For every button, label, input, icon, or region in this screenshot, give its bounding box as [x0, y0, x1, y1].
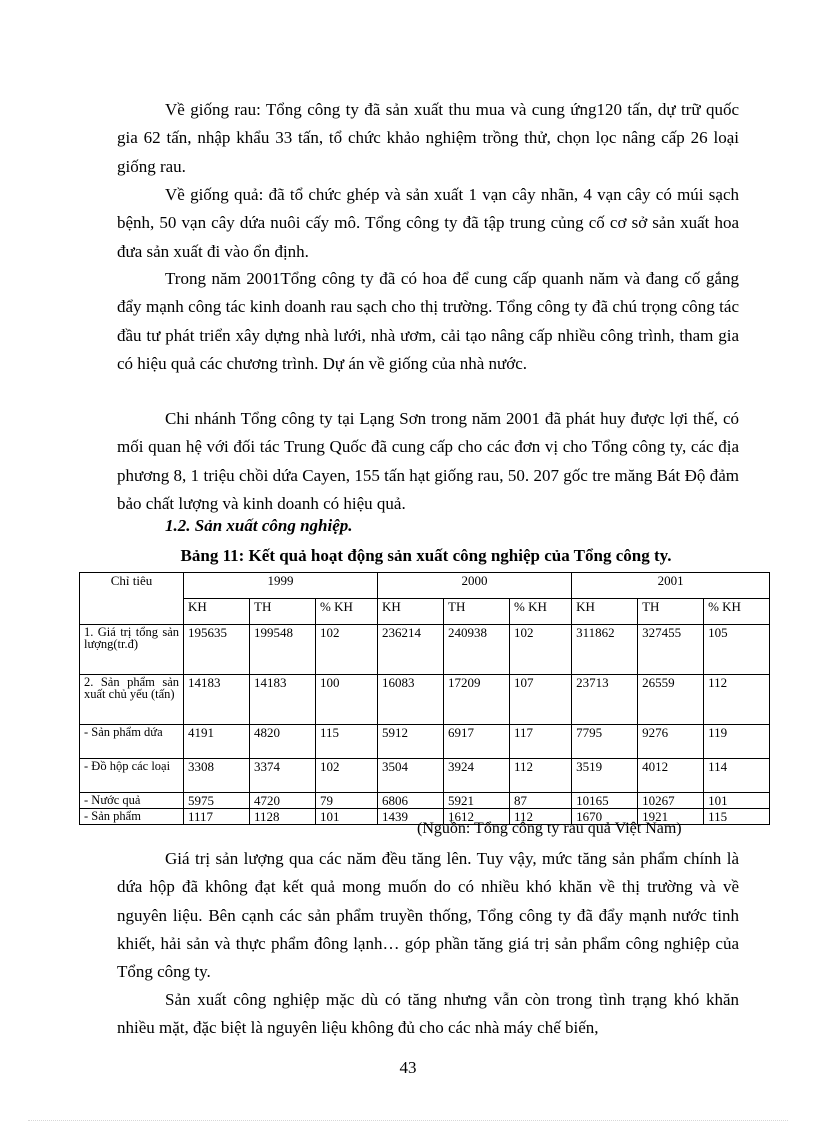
paragraph-output-value: Giá trị sản lượng qua các năm đều tăng lên. Tuy vậy, mức tăng sản phẩm chính là dứa hộp đã không đạt kết quả mong muốn do có nhiều khó khăn về thị trường và về nguyên liệu. Bên cạnh các sản phẩm truyền thống, Tổng công ty đã đẩy mạnh nước tinh khiết, hải sản và thực phẩm đông lạnh… góp phần tăng giá trị sản phẩm công nghiệp của Tổng công ty. [117, 849, 739, 982]
paragraph-seed-fruits: Về giống quả: đã tổ chức ghép và sản xuất 1 vạn cây nhãn, 4 vạn cây có múi sạch bệnh, 50 vạn cây dứa nuôi cấy mô. Tổng công ty đã tập trung củng cố cơ sở sản xuất hoa đưa sản xuất đi vào ổn định. [117, 185, 739, 261]
sub-header-kh: KH [184, 599, 250, 625]
table-title: Bảng 11: Kết quả hoạt động sản xuất công nghiệp của Tổng công ty. [180, 546, 672, 565]
cell: 87 [510, 793, 572, 809]
cell: 14183 [184, 675, 250, 725]
cell: 240938 [444, 625, 510, 675]
paragraph-seed-vegetables: Về giống rau: Tổng công ty đã sản xuất thu mua và cung ứng120 tấn, dự trữ quốc gia 62 tấn, nhập khẩu 33 tấn, tổ chức khảo nghiệm trồng thử, chọn lọc nâng cấp 26 loại giống rau. [117, 100, 739, 176]
year-header: 1999 [184, 573, 378, 599]
sub-header-th: TH [444, 599, 510, 625]
year-header: 2000 [378, 573, 572, 599]
cell: 102 [510, 625, 572, 675]
cell: 10165 [572, 793, 638, 809]
cell: 101 [704, 793, 770, 809]
cell: 17209 [444, 675, 510, 725]
sub-header-th: TH [638, 599, 704, 625]
cell: 5921 [444, 793, 510, 809]
cell: 311862 [572, 625, 638, 675]
cell: 4820 [250, 725, 316, 759]
cell: 100 [316, 675, 378, 725]
cell: 117 [510, 725, 572, 759]
cell: 3504 [378, 759, 444, 793]
cell: 1128 [250, 809, 316, 825]
cell: 1117 [184, 809, 250, 825]
cell: 1921 [638, 809, 704, 825]
paragraph-flowers-2001: Trong năm 2001Tổng công ty đã có hoa để cung cấp quanh năm và đang cố gắng đẩy mạnh công tác kinh doanh rau sạch cho thị trường. Tổng công ty đã chú trọng công tác đầu tư phát triển xây dựng nhà lưới, nhà ươm, cải tạo nâng cấp nhiều công trình, tham gia có hiệu quả các chương trình. Dự án về giống của nhà nước. [117, 269, 739, 373]
cell: 102 [316, 759, 378, 793]
cell: 3924 [444, 759, 510, 793]
row-label: 1. Giá trị tổng sản lượng(tr.đ) [80, 625, 184, 675]
cell: 195635 [184, 625, 250, 675]
table-row [80, 793, 770, 809]
cell: 16083 [378, 675, 444, 725]
table-source-note: (Nguồn: Tổng công ty rau quả Việt Nam) [417, 820, 682, 837]
cell: 236214 [378, 625, 444, 675]
cell: 1612 [444, 809, 510, 825]
year-header: 2001 [572, 573, 770, 599]
cell: 107 [510, 675, 572, 725]
sub-header-pct: % KH [316, 599, 378, 625]
cell: 3519 [572, 759, 638, 793]
table-row [80, 675, 770, 725]
cell: 6917 [444, 725, 510, 759]
sub-header-kh: KH [378, 599, 444, 625]
paragraph-industrial-difficulties: Sản xuất công nghiệp mặc dù có tăng nhưng vẫn còn trong tình trạng khó khăn nhiều mặt, đặc biệt là nguyên liệu không đủ cho các nhà máy chế biến, [117, 990, 739, 1038]
cell: 14183 [250, 675, 316, 725]
cell: 114 [704, 759, 770, 793]
cell: 79 [316, 793, 378, 809]
row-label: 2. Sản phẩm sản xuất chủ yếu (tấn) [80, 675, 184, 725]
row-label: - Nước quả [80, 793, 184, 809]
cell: 3308 [184, 759, 250, 793]
page-number: 43 [399, 1058, 417, 1077]
cell: 327455 [638, 625, 704, 675]
cell: 112 [704, 675, 770, 725]
cell: 4191 [184, 725, 250, 759]
sub-header-pct: % KH [704, 599, 770, 625]
cell: 4720 [250, 793, 316, 809]
sub-header-th: TH [250, 599, 316, 625]
cell: 23713 [572, 675, 638, 725]
table-row [80, 759, 770, 793]
sub-header-kh: KH [572, 599, 638, 625]
cell: 1439 [378, 809, 444, 825]
cell: 10267 [638, 793, 704, 809]
cell: 5912 [378, 725, 444, 759]
cell: 112 [510, 759, 572, 793]
row-label: - Đồ hộp các loại [80, 759, 184, 793]
table-row [80, 625, 770, 675]
page-bottom-border [28, 1120, 788, 1121]
cell: 7795 [572, 725, 638, 759]
industrial-results-table [79, 572, 770, 825]
cell: 112 [510, 809, 572, 825]
cell: 5975 [184, 793, 250, 809]
cell: 6806 [378, 793, 444, 809]
cell: 102 [316, 625, 378, 675]
cell: 119 [704, 725, 770, 759]
corner-header: Chỉ tiêu [80, 573, 184, 625]
section-heading: 1.2. Sản xuất công nghiệp. [165, 516, 353, 535]
cell: 115 [316, 725, 378, 759]
row-label: - Sản phẩm [80, 809, 184, 825]
cell: 101 [316, 809, 378, 825]
cell: 3374 [250, 759, 316, 793]
row-label: - Sản phẩm dứa [80, 725, 184, 759]
cell: 26559 [638, 675, 704, 725]
cell: 1670 [572, 809, 638, 825]
cell: 9276 [638, 725, 704, 759]
cell: 4012 [638, 759, 704, 793]
paragraph-lang-son-branch: Chi nhánh Tổng công ty tại Lạng Sơn trong năm 2001 đã phát huy được lợi thế, có mối quan hệ với đối tác Trung Quốc đã cung cấp cho các đơn vị cho Tổng công ty, các địa phương 8, 1 triệu chồi dứa Cayen, 155 tấn hạt giống rau, 50. 207 gốc tre măng Bát Độ đảm bảo chất lượng và kinh doanh có hiệu quả. [117, 409, 739, 513]
cell: 105 [704, 625, 770, 675]
cell: 199548 [250, 625, 316, 675]
table-row [80, 725, 770, 759]
cell: 115 [704, 809, 770, 825]
sub-header-pct: % KH [510, 599, 572, 625]
